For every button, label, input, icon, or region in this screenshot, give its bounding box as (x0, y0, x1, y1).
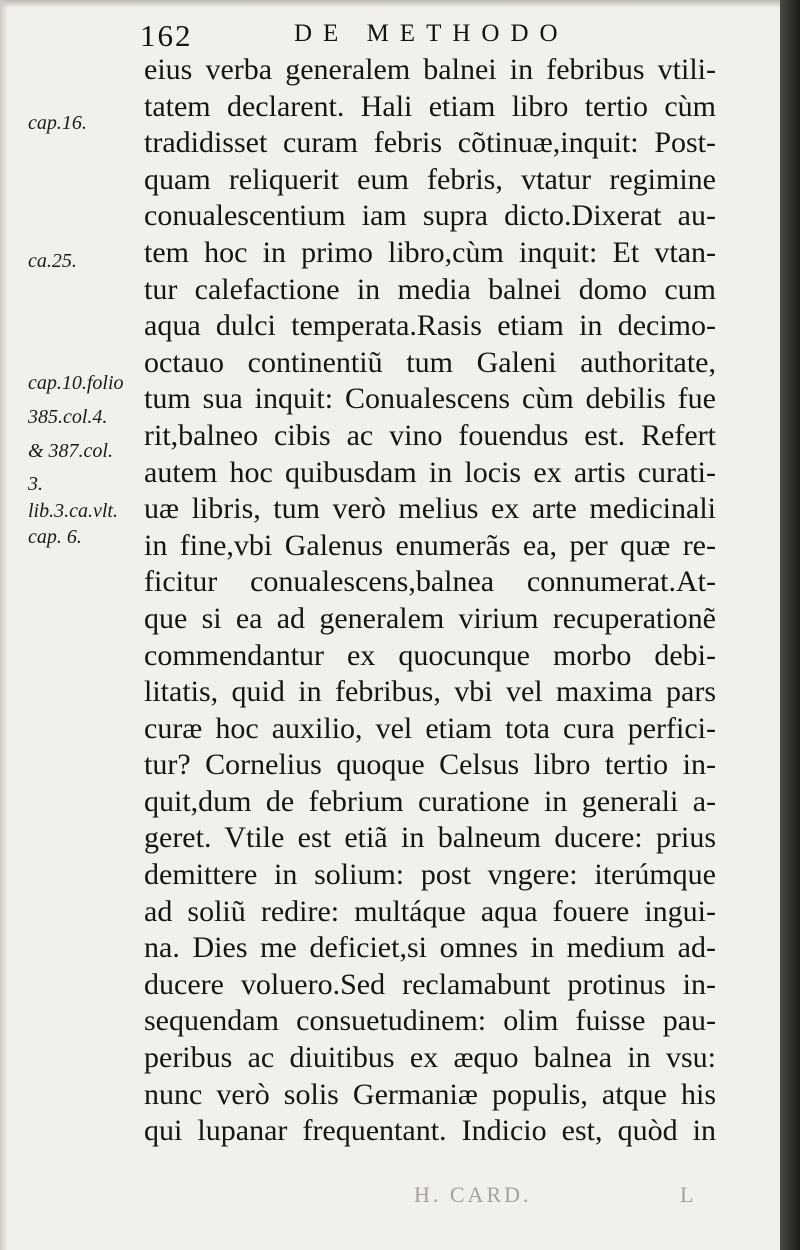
text-line: conualescentium iam supra dicto.Dixerat au- (144, 199, 716, 233)
text-line: nunc verò solis Germaniæ populis, atque his (144, 1077, 716, 1111)
margin-note: cap. 6. (28, 526, 82, 548)
text-line: octauo continentiũ tum Galeni authoritate, (144, 345, 716, 379)
book-fore-edge (780, 0, 800, 1250)
text-line: tatem declarent. Hali etiam libro tertio cùm (144, 89, 716, 123)
margin-note: ca.25. (28, 250, 77, 272)
text-line: autem hoc quibusdam in locis ex artis curati- (144, 455, 716, 489)
text-line: qui lupanar frequentant. Indicio est, quòd in (144, 1114, 716, 1148)
text-line: tur? Cornelius quoque Celsus libro tertio in- (144, 748, 716, 782)
text-line: quam reliquerit eum febris, vtatur regimine (144, 162, 716, 196)
text-line: litatis, quid in febribus, vbi vel maxima pars (144, 675, 716, 709)
text-line: curæ hoc auxilio, vel etiam tota cura perfici- (144, 711, 716, 745)
bleed-through-signature: L (680, 1182, 694, 1207)
text-line: geret. Vtile est etiã in balneum ducere: prius (144, 821, 716, 855)
margin-note: cap.10.folio (28, 372, 124, 394)
text-line: rit,balneo cibis ac vino fouendus est. Refert (144, 418, 716, 452)
text-line: commendantur ex quocunque morbo debi- (144, 638, 716, 672)
text-line: tum sua inquit: Conualescens cùm debilis fue (144, 382, 716, 416)
page-gutter-shadow (0, 0, 8, 1250)
text-line: que si ea ad generalem virium recuperationẽ (144, 601, 716, 635)
text-line: tem hoc in primo libro,cùm inquit: Et vtan- (144, 235, 716, 269)
text-line: uæ libris, tum verò melius ex arte medicinali (144, 492, 716, 526)
body-text (144, 52, 716, 1150)
text-line: quit,dum de febrium curatione in generali a- (144, 784, 716, 818)
text-line: ficitur conualescens,balnea connumerat.At- (144, 565, 716, 599)
bleed-through-catchword: H. CARD. (414, 1182, 532, 1207)
text-line: ducere voluero.Sed reclamabunt protinus in- (144, 967, 716, 1001)
text-line: tur calefactione in media balnei domo cum (144, 272, 716, 306)
page-top-shadow (0, 0, 780, 8)
text-line: sequendam consuetudinem: olim fuisse pau- (144, 1004, 716, 1038)
running-title: DE METHODO (294, 20, 569, 47)
text-line: aqua dulci temperata.Rasis etiam in decimo- (144, 309, 716, 343)
text-line: ad soliũ redire: multáque aqua fouere ingui- (144, 894, 716, 928)
text-line: demittere in solium: post vngere: iterúmque (144, 858, 716, 892)
text-line: peribus ac diuitibus ex æquo balnea in vsu: (144, 1041, 716, 1075)
margin-note: 3. (28, 473, 43, 495)
text-line: eius verba generalem balnei in febribus vtili- (144, 53, 716, 86)
page-number: 162 (140, 18, 193, 53)
margin-note: 385.col.4. (28, 406, 108, 428)
margin-note: cap.16. (28, 112, 87, 134)
text-line: in fine,vbi Galenus enumerãs ea, per quæ re- (144, 528, 716, 562)
margin-note: lib.3.ca.vlt. (28, 500, 118, 522)
margin-note: & 387.col. (28, 440, 113, 462)
text-line: tradidisset curam febris cõtinuæ,inquit: Post- (144, 126, 716, 160)
text-line: na. Dies me deficiet,si omnes in medium ad- (144, 931, 716, 965)
